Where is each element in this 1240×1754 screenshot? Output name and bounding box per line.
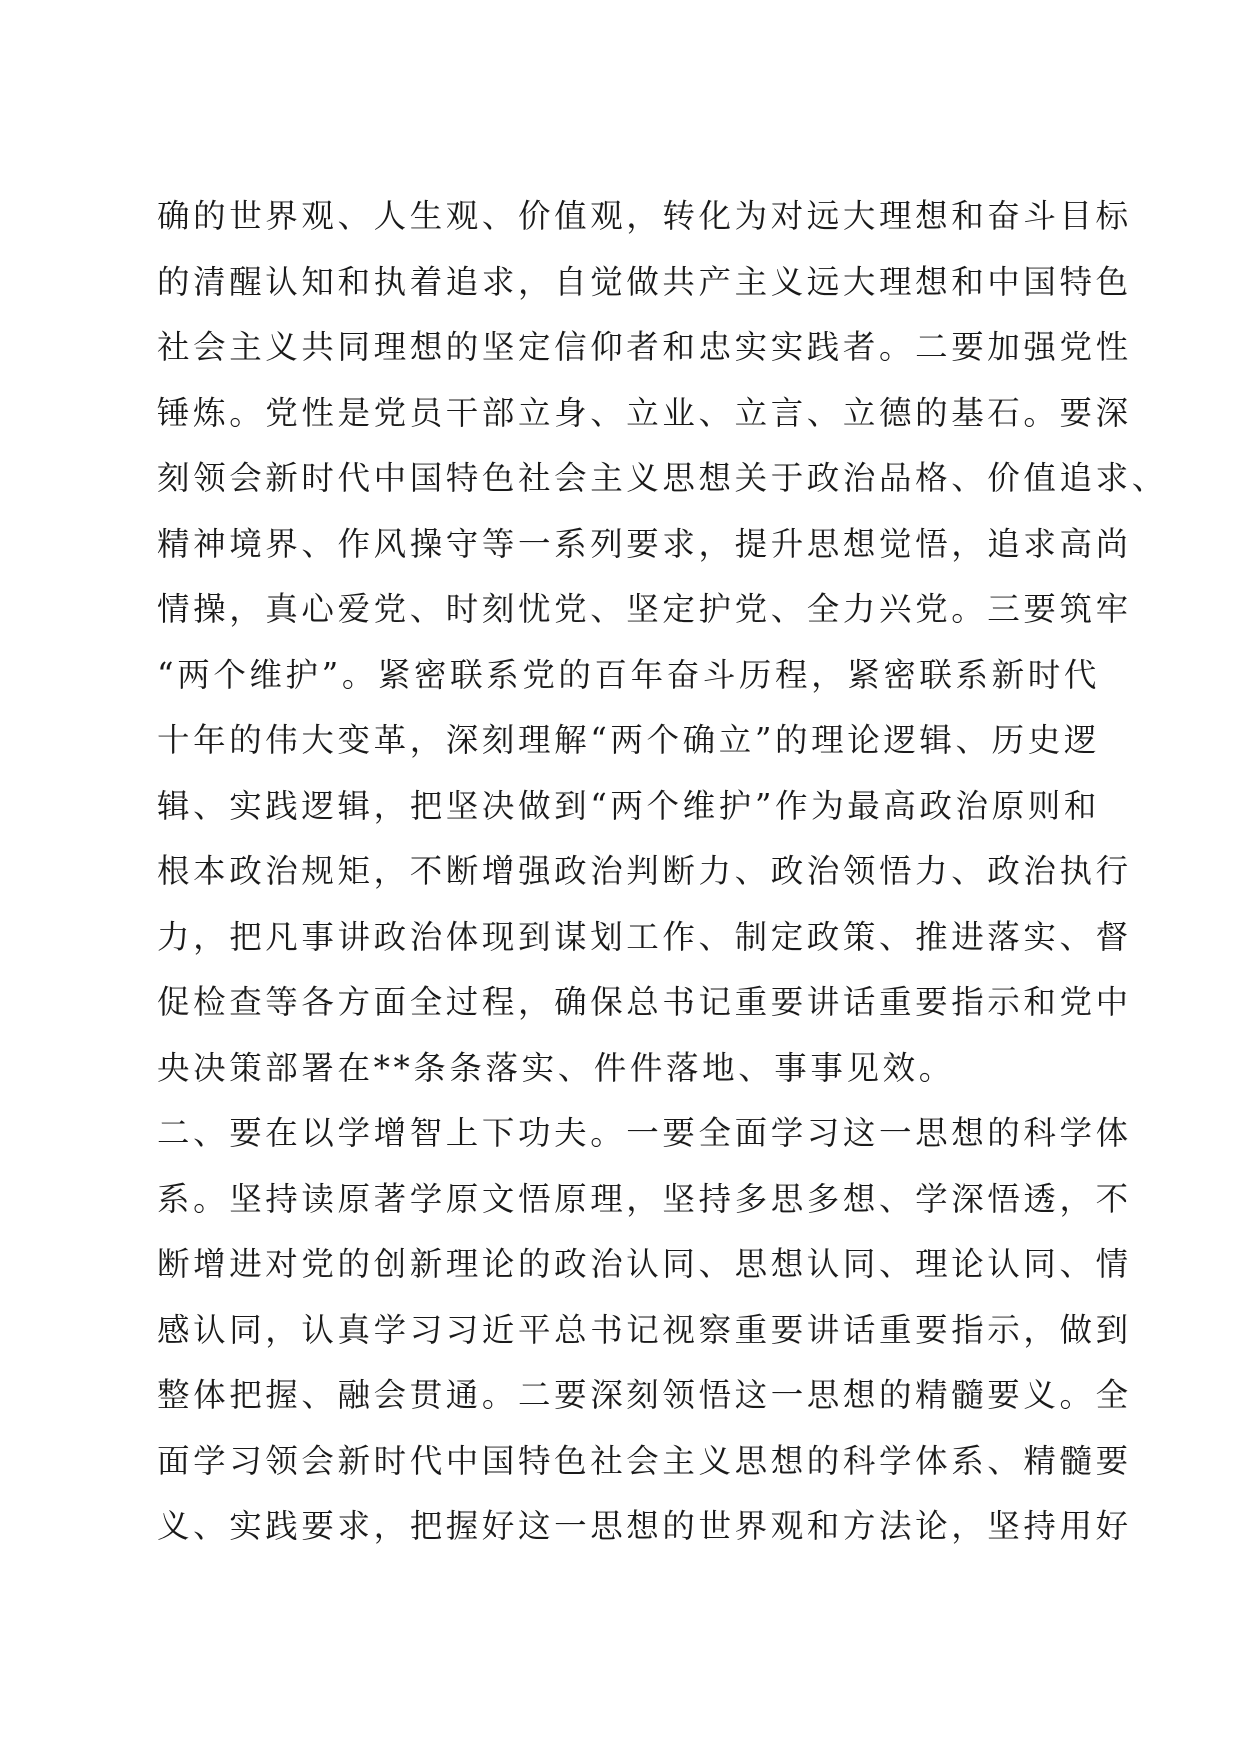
section-heading-line: 二、要在以学增智上下功夫。一要全面学习这一思想的科学体: [157, 1114, 1132, 1152]
text-line: 确的世界观、人生观、价值观，转化为对远大理想和奋斗目标: [157, 197, 1132, 235]
text-line: 义、实践要求，把握好这一思想的世界观和方法论，坚持用好: [157, 1507, 1132, 1545]
text-line: 精神境界、作风操守等一系列要求，提升思想觉悟，追求高尚: [157, 524, 1132, 563]
text-line: 的清醒认知和执着追求，自觉做共产主义远大理想和中国特色: [157, 262, 1132, 301]
text-line: 社会主义共同理想的坚定信仰者和忠实实践者。二要加强党性: [157, 328, 1132, 366]
text-line: 感认同，认真学习习近平总书记视察重要讲话重要指示，做到: [157, 1310, 1132, 1349]
text-line: 促检查等各方面全过程，确保总书记重要讲话重要指示和党中: [157, 983, 1132, 1021]
text-line: 情操，真心爱党、时刻忧党、坚定护党、全力兴党。三要筑牢: [157, 590, 1132, 628]
text-line: 力，把凡事讲政治体现到谋划工作、制定政策、推进落实、督: [157, 917, 1132, 956]
text-line: 锤炼。党性是党员干部立身、立业、立言、立德的基石。要深: [157, 393, 1132, 432]
text-line: 面学习领会新时代中国特色社会主义思想的科学体系、精髓要: [157, 1441, 1132, 1480]
text-line: 辑、实践逻辑，把坚决做到“两个维护”作为最高政治原则和: [157, 786, 1100, 825]
text-line: 整体把握、融会贯通。二要深刻领悟这一思想的精髓要义。全: [157, 1376, 1132, 1414]
text-line: 断增进对党的创新理论的政治认同、思想认同、理论认同、情: [157, 1245, 1132, 1283]
text-line: 根本政治规矩，不断增强政治判断力、政治领悟力、政治执行: [157, 852, 1132, 890]
text-line: 刻领会新时代中国特色社会主义思想关于政治品格、价值追求、: [157, 459, 1168, 497]
text-line: 十年的伟大变革，深刻理解“两个确立”的理论逻辑、历史逻: [157, 721, 1100, 759]
text-line: 系。坚持读原著学原文悟原理，坚持多思多想、学深悟透，不: [157, 1179, 1132, 1218]
text-line: “两个维护”。紧密联系党的百年奋斗历程，紧密联系新时代: [157, 655, 1100, 694]
body-text: [157, 184, 1168, 1560]
text-line: 央决策部署在**条条落实、件件落地、事事见效。: [157, 1048, 955, 1087]
